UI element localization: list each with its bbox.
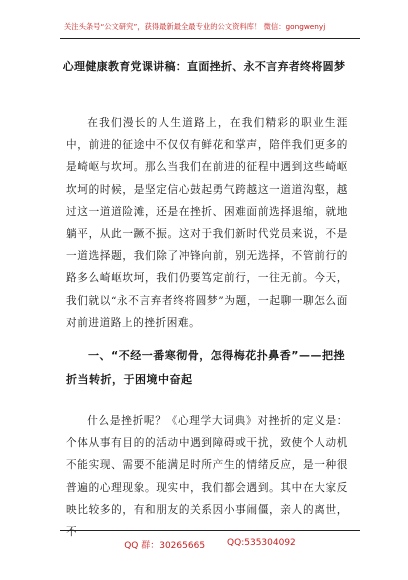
body-paragraph-1: 在我们漫长的人生道路上，在我们精彩的职业生涯中，前进的征途中不仅仅有鲜花和掌声，陪伴我们更多的是崎岖与坎坷。那么当我们在前进的征程中遇到这些崎岖坎坷的时候，是坚定信心鼓起勇气跨越这一道道沟壑，越过这一道道险滩，还是在挫折、困难面前选择退缩，就地躺平，从此一蹶不振。这对于我们新时代党员来说，不是一道选择题，我们除了冲锋向前，别无选择，不管前行的路多么崎岖坎坷，我们仍要笃定前行，一往无前。今天，我们就以“永不言弃者终将圆梦”为题，一起聊一聊怎么面对前进道路上的挫折困难。: [66, 117, 348, 329]
footer-divider: [60, 530, 360, 531]
body-paragraph-2: 什么是挫折呢？《心理学大词典》对挫折的定义是：个体从事有目的的活动中遇到障碍或干扰，致使个人动机不能实现、需要不能满足时所产生的情绪反应，是一种很普遍的心理现象。现实中，我们都会遇到。其中在大家反映比较多的，有和朋友的关系因小事闹僵，亲人的离世，不: [66, 415, 348, 539]
header-divider: [60, 38, 360, 39]
document-title: 心理健康教育党课讲稿：直面挫折、永不言弃者终将圆梦: [62, 60, 346, 73]
section-heading-1: 一、“不经一番寒彻骨，怎得梅花扑鼻香”——把挫折当转折，于困境中奋起: [66, 349, 345, 386]
header-promo-note: 关注头条号“公文研究”，获得最新最全最专业的公文资料库！ 微信：gongwenyj: [64, 22, 326, 31]
footer-qq: QQ:535304092: [227, 538, 296, 548]
footer-contacts: [100, 538, 320, 551]
footer-qq-group: QQ 群：30265665: [124, 541, 206, 551]
